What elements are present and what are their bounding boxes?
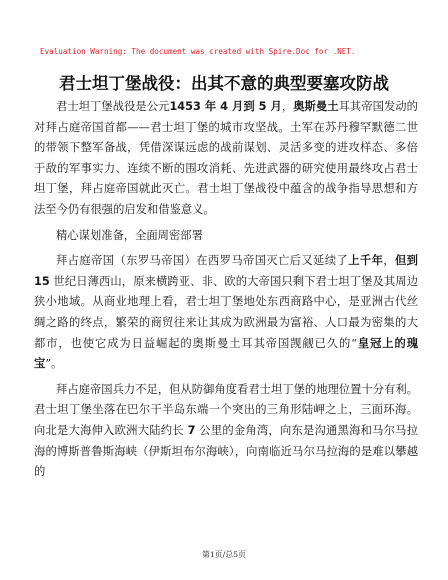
paragraph-background: 拜占庭帝国（东罗马帝国）在西罗马帝国灭亡后又延续了上千年，但到 15 世纪日薄西山，原来横跨亚、非、欧的大帝国只剩下君士坦丁堡及其周边狭小地域。从商业地理上看，君士坦丁堡地处东西商路中心，是亚洲古代丝绸之路的终点，繁荣的商贸往来让其成为欧洲最为富裕、人口最为密集的大都市，也使它成为日益崛起的奥斯曼土耳其帝国觊觎已久的“皇冠上的瑰宝”。 (34, 254, 418, 371)
paragraph-intro: 君士坦丁堡战役是公元1453 年 4 月到 5 月，奥斯曼土耳其帝国发动的对拜占庭帝国首都——君士坦丁堡的城市攻坚战。土军在苏丹穆罕默德二世的带领下整军备战，凭借深谋远虑的战前谋划、灵活多变的进攻样态、多倍于敌的军事实力、连续不断的围攻消耗、先进武器的研究使用最终攻占君士坦丁堡，拜占庭帝国就此灭亡。君士坦丁堡战役中蕴含的战争指导思想和方法至今仍有很强的启发和借鉴意义。 (34, 100, 418, 216)
evaluation-warning: Evaluation Warning: The document was created with Spire.Doc for .NET. (40, 47, 356, 56)
page-title: 君士坦丁堡战役：出其不意的典型要塞攻防战 (59, 74, 389, 93)
section-heading: 精心谋划准备，全面周密部署 (56, 228, 203, 242)
document-body (34, 97, 418, 483)
paragraph-geography: 拜占庭帝国兵力不足，但从防御角度看君士坦丁堡的地理位置十分有利。君士坦丁堡坐落在巴尔干半岛东端一个突出的三角形陆岬之上，三面环海。向北是大海伸入欧洲大陆约长 7 公里的金角湾，向东是沟通黑海和马尔马拉海的博斯普鲁斯海峡（伊斯坦布尔海峡），向南临近马尔马拉海的是难以攀越的 (34, 382, 419, 479)
page-footer: 第1页/总5页 (202, 550, 246, 559)
